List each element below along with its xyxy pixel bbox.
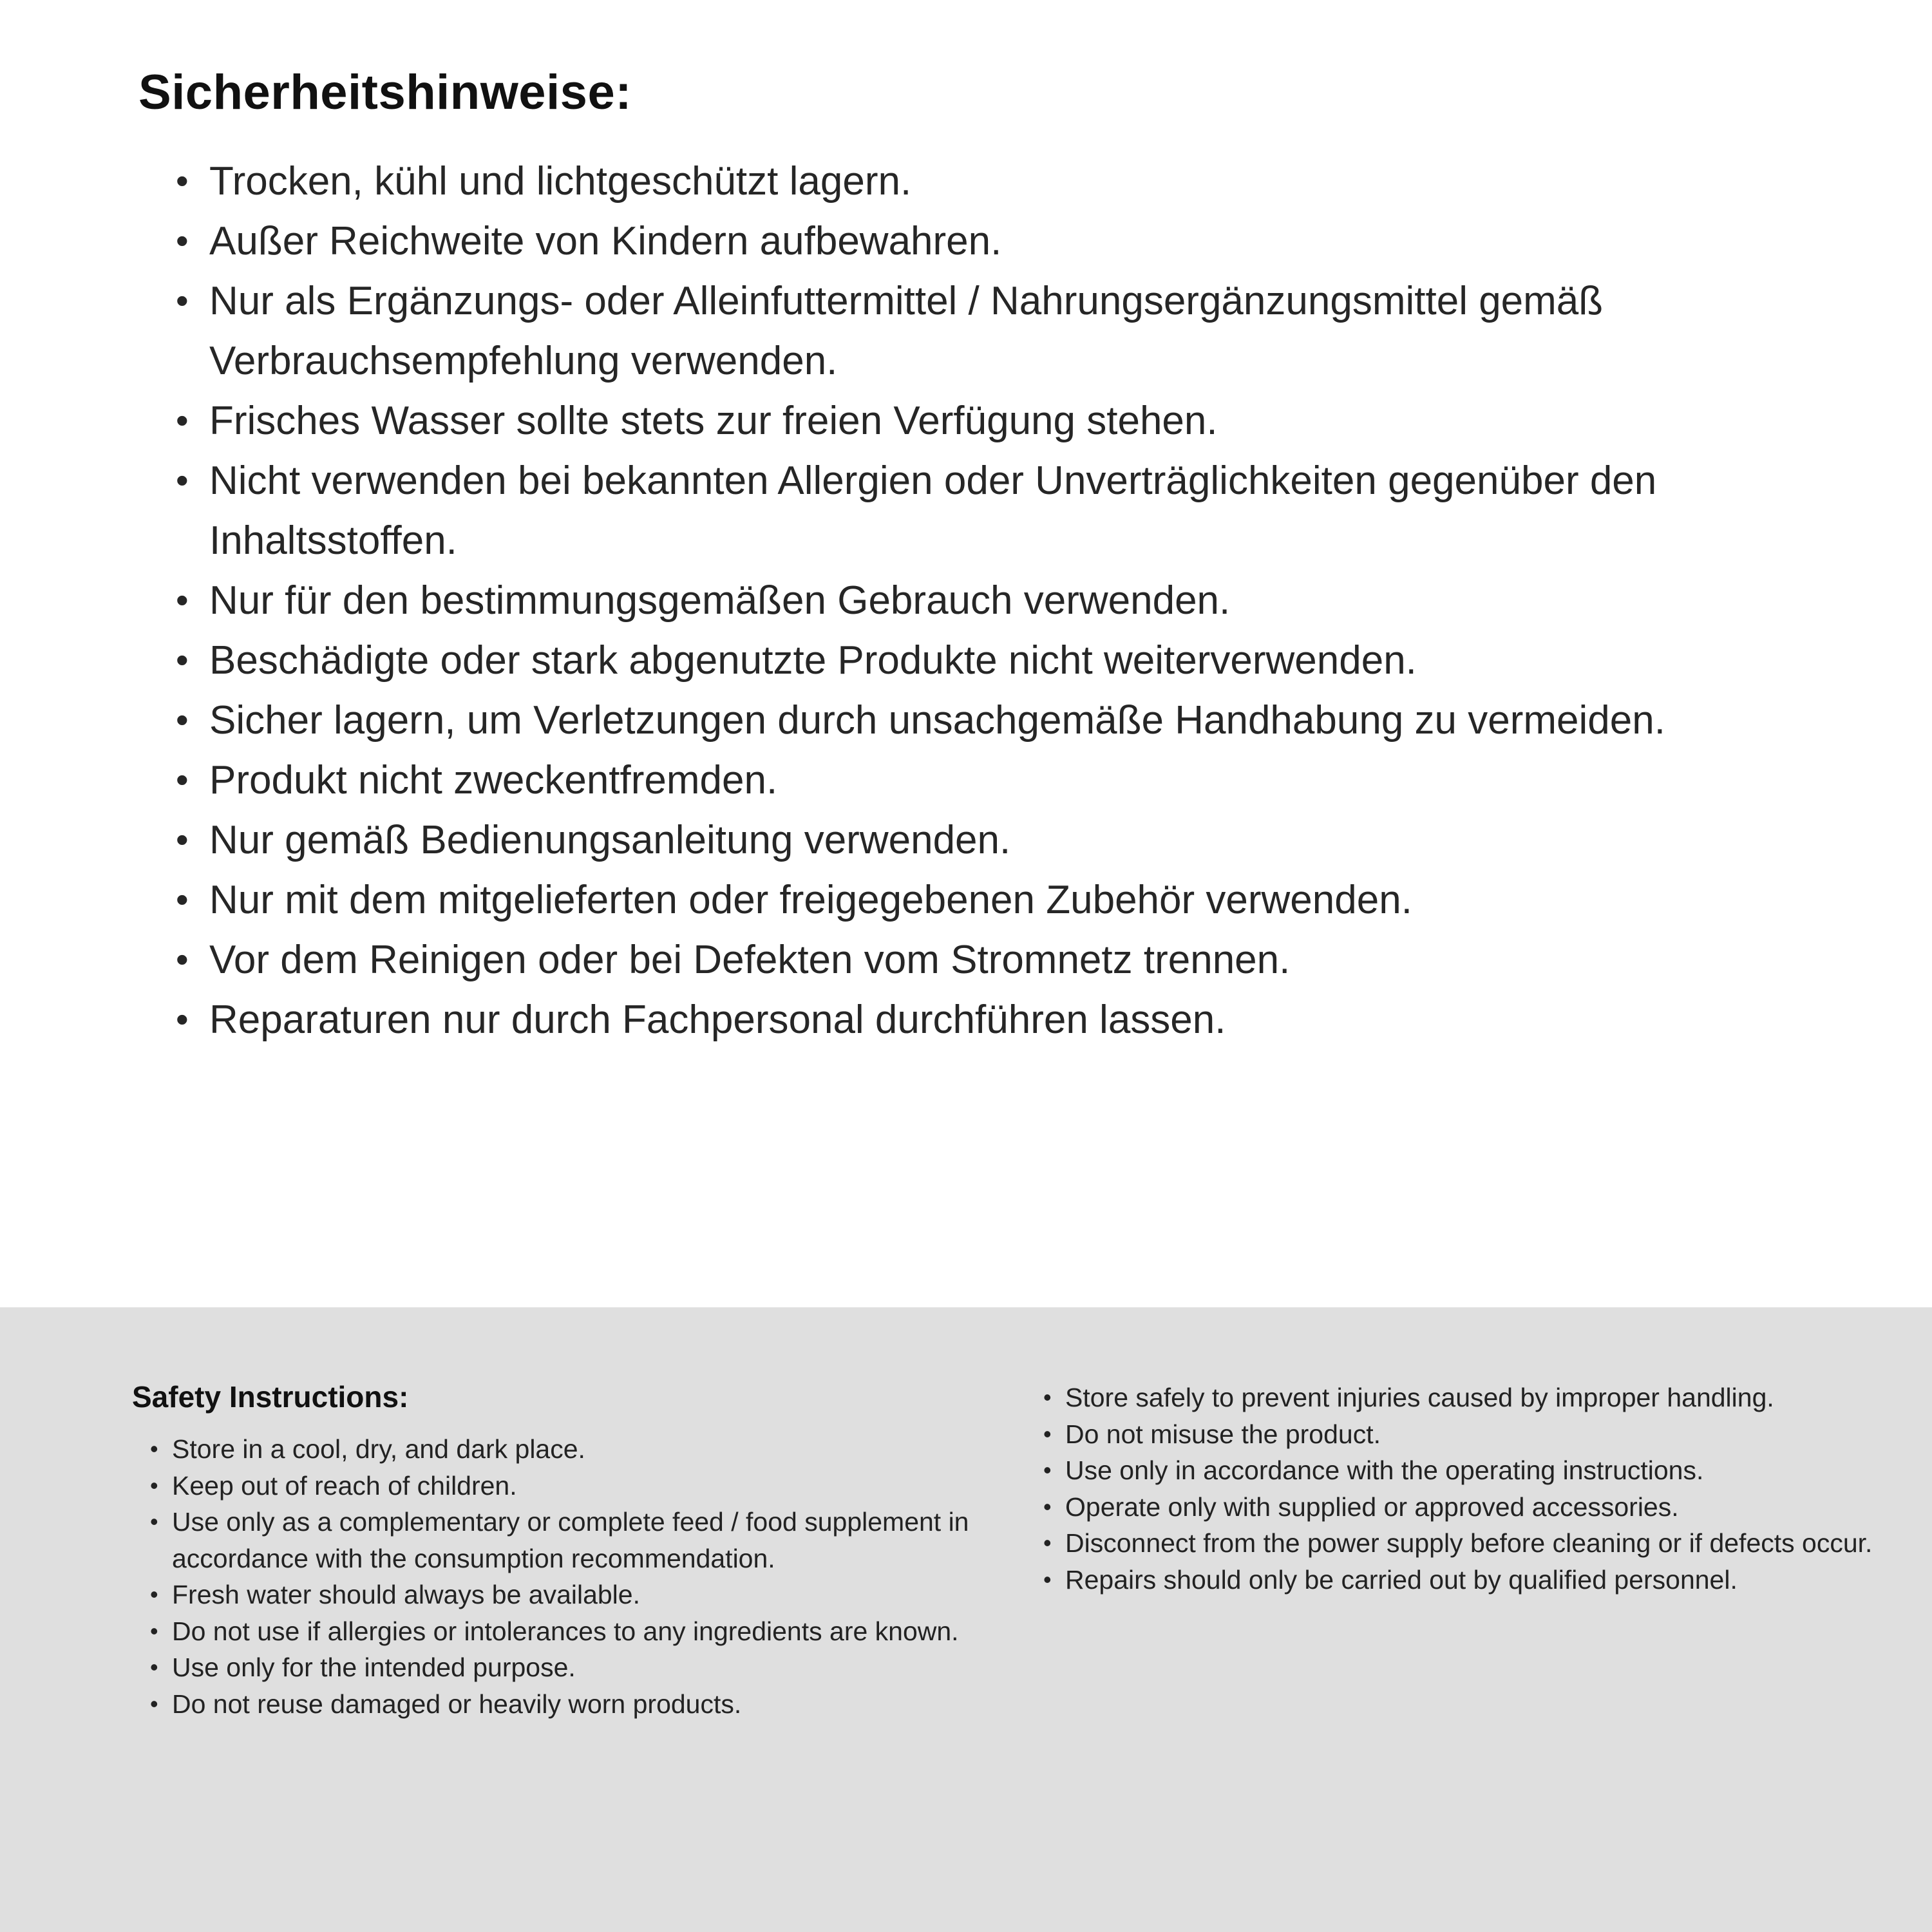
list-item-text: Nur als Ergänzungs- oder Alleinfuttermittel / Nahrungsergänzungsmittel gemäß Verbrauchsempfehlung verwenden.: [209, 279, 1604, 383]
list-item: [176, 810, 1816, 870]
bullet-icon: •: [176, 759, 189, 800]
bullet-icon: •: [176, 639, 189, 680]
list-item-text: Nur gemäß Bedienungsanleitung verwenden.: [209, 818, 1011, 862]
list-item: [150, 1649, 989, 1686]
list-item: [1043, 1416, 1900, 1453]
bullet-icon: •: [176, 939, 189, 980]
bullet-icon: •: [150, 1472, 158, 1499]
list-item-text: Disconnect from the power supply before cleaning or if defects occur.: [1065, 1528, 1873, 1558]
list-item-text: Use only in accordance with the operating instructions.: [1065, 1455, 1704, 1486]
bullet-icon: •: [150, 1617, 158, 1644]
list-item: [176, 870, 1816, 930]
list-item-text: Nur mit dem mitgelieferten oder freigegebenen Zubehör verwenden.: [209, 878, 1412, 922]
list-item: [1043, 1525, 1900, 1562]
bullet-icon: •: [1043, 1530, 1052, 1557]
list-item-text: Fresh water should always be available.: [172, 1580, 640, 1610]
list-item: [176, 271, 1816, 391]
list-item-text: Do not reuse damaged or heavily worn products.: [172, 1689, 742, 1719]
list-item: [176, 391, 1816, 451]
bullet-icon: •: [176, 699, 189, 740]
bullet-icon: •: [176, 160, 189, 201]
bullet-icon: •: [1043, 1457, 1052, 1484]
german-section-title: Sicherheitshinweise:: [138, 65, 632, 120]
list-item: [1043, 1379, 1900, 1416]
list-item: [150, 1613, 989, 1650]
german-safety-list: [138, 151, 1816, 1050]
list-item-text: Operate only with supplied or approved accessories.: [1065, 1492, 1679, 1522]
english-section-title: Safety Instructions:: [132, 1380, 409, 1414]
bullet-icon: •: [150, 1690, 158, 1718]
bullet-icon: •: [150, 1508, 158, 1535]
list-item: [150, 1504, 989, 1577]
list-item: [176, 151, 1816, 211]
list-item: [176, 630, 1816, 690]
english-right-column: [1043, 1379, 1900, 1598]
list-item-text: Keep out of reach of children.: [172, 1470, 517, 1501]
list-item-text: Außer Reichweite von Kindern aufbewahren.: [209, 219, 1002, 263]
bullet-icon: •: [176, 400, 189, 440]
list-item-text: Beschädigte oder stark abgenutzte Produkte nicht weiterverwenden.: [209, 638, 1417, 683]
bullet-icon: •: [1043, 1566, 1052, 1593]
bullet-icon: •: [176, 220, 189, 261]
list-item: [1043, 1489, 1900, 1526]
english-right-list: [1043, 1379, 1900, 1598]
list-item-text: Reparaturen nur durch Fachpersonal durchführen lassen.: [209, 998, 1226, 1042]
list-item: [150, 1468, 989, 1504]
list-item-text: Trocken, kühl und lichtgeschützt lagern.: [209, 159, 912, 204]
list-item: [176, 571, 1816, 630]
list-item-text: Vor dem Reinigen oder bei Defekten vom Stromnetz trennen.: [209, 938, 1291, 982]
list-item-text: Store safely to prevent injuries caused by improper handling.: [1065, 1383, 1774, 1412]
list-item: [1043, 1562, 1900, 1598]
bullet-icon: •: [1043, 1493, 1052, 1520]
list-item-text: Sicher lagern, um Verletzungen durch unsachgemäße Handhabung zu vermeiden.: [209, 698, 1665, 743]
list-item: [176, 930, 1816, 990]
list-item-text: Nicht verwenden bei bekannten Allergien oder Unverträglichkeiten gegenüber den Inhaltsstoffen.: [209, 459, 1657, 563]
bullet-icon: •: [150, 1654, 158, 1681]
list-item-text: Nur für den bestimmungsgemäßen Gebrauch verwenden.: [209, 578, 1231, 623]
list-item-text: Frisches Wasser sollte stets zur freien Verfügung stehen.: [209, 399, 1218, 443]
list-item: [150, 1686, 989, 1723]
list-item-text: Do not use if allergies or intolerances to any ingredients are known.: [172, 1616, 959, 1646]
bullet-icon: •: [176, 999, 189, 1039]
bullet-icon: •: [150, 1581, 158, 1608]
list-item: [150, 1577, 989, 1613]
list-item: [150, 1431, 989, 1468]
list-item-text: Use only for the intended purpose.: [172, 1653, 576, 1683]
list-item: [176, 990, 1816, 1050]
bullet-icon: •: [176, 879, 189, 920]
list-item: [176, 451, 1816, 571]
list-item: [176, 750, 1816, 810]
list-item: [176, 211, 1816, 271]
bullet-icon: •: [176, 280, 189, 321]
english-left-column: [132, 1379, 989, 1723]
list-item-text: Use only as a complementary or complete feed / food supplement in accordance with the consumption recommendation.: [172, 1507, 969, 1573]
list-item-text: Produkt nicht zweckentfremden.: [209, 758, 778, 802]
list-item: [176, 690, 1816, 750]
english-safety-section: [0, 1307, 1932, 1932]
bullet-icon: •: [150, 1435, 158, 1462]
list-item: [1043, 1452, 1900, 1489]
bullet-icon: •: [176, 460, 189, 500]
list-item-text: Store in a cool, dry, and dark place.: [172, 1434, 585, 1464]
bullet-icon: •: [1043, 1384, 1052, 1410]
english-left-list: [132, 1431, 989, 1723]
list-item-text: Do not misuse the product.: [1065, 1419, 1381, 1449]
bullet-icon: •: [176, 580, 189, 620]
bullet-icon: •: [176, 819, 189, 860]
bullet-icon: •: [1043, 1420, 1052, 1447]
list-item-text: Repairs should only be carried out by qualified personnel.: [1065, 1564, 1738, 1595]
